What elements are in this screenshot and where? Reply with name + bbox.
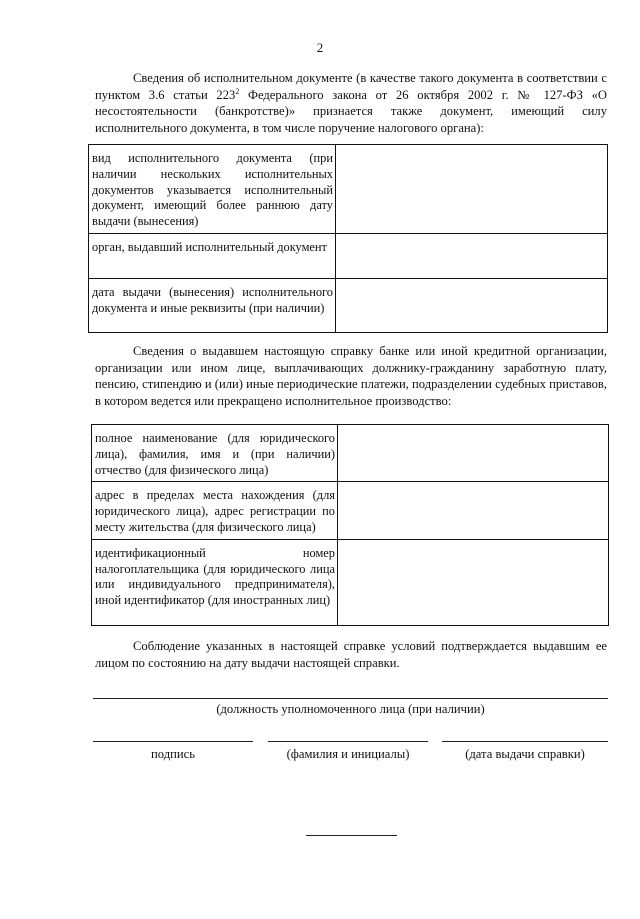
section1-intro-text-a: Сведения об исполнительном документе (в качестве такого документа в соответствии с пунктом 3.6 статьи 223 (95, 71, 607, 102)
name-line[interactable] (268, 741, 428, 742)
page-number: 2 (316, 40, 324, 55)
confirmation-text (95, 638, 607, 671)
issuer-information-table (91, 424, 609, 626)
issue-date-value[interactable] (336, 278, 608, 332)
date-line[interactable] (442, 741, 608, 742)
table-row (89, 278, 608, 332)
table-row (92, 539, 609, 625)
taxpayer-id-value[interactable] (338, 539, 609, 625)
confirmation-text-body: Соблюдение указанных в настоящей справке условий подтверждается выдавшим ее лицом по состоянию на дату выдачи настоящей справки. (95, 639, 607, 670)
issuing-authority-value[interactable] (336, 233, 608, 278)
section2-intro (95, 343, 607, 409)
issuer-name-value[interactable] (338, 425, 609, 482)
signature-caption: подпись (151, 747, 195, 761)
section1-intro (95, 70, 607, 136)
table-row (92, 482, 609, 539)
issue-date-label: дата выдачи (вынесения) исполнительного документа и иные реквизиты (при наличии) (89, 278, 336, 332)
issuer-address-label: адрес в пределах места нахождения (для юридического лица), адрес регистрации по месту жительства (для физического лица) (92, 482, 338, 539)
section1-intro-text-b: Федерального закона от 26 октября 2002 г. № 127-ФЗ «О несостоятельности (банкротстве)» признается также документ, имеющий силу исполнительного документа, в том числе поручение налогового органа): (95, 87, 607, 135)
document-type-value[interactable] (336, 145, 608, 234)
signature-line[interactable] (93, 741, 253, 742)
position-line[interactable] (93, 698, 608, 699)
end-divider (306, 835, 397, 836)
date-caption: (дата выдачи справки) (465, 747, 585, 761)
table-row (92, 425, 609, 482)
issuer-name-label: полное наименование (для юридического лица), фамилия, имя и (при наличии) отчество (для физического лица) (92, 425, 338, 482)
issuing-authority-label: орган, выдавший исполнительный документ (89, 233, 336, 278)
issuer-address-value[interactable] (338, 482, 609, 539)
taxpayer-id-label: идентификационный номер налогоплательщика (для юридического лица или индивидуального предпринимателя), иной идентификатор (для иностранных лиц) (92, 539, 338, 625)
position-caption: (должность уполномоченного лица (при наличии) (216, 702, 485, 716)
executive-document-table (88, 144, 608, 333)
name-caption: (фамилия и инициалы) (286, 747, 410, 761)
table-row (89, 233, 608, 278)
section2-intro-text: Сведения о выдавшем настоящую справку банке или иной кредитной организации, организации или ином лице, выплачивающих должнику-гражданину заработную плату, пенсию, стипендию и (или) иные периодические платежи, подразделении судебных приставов, в котором ведется или прекращено исполнительное производство: (95, 344, 607, 408)
table-row (89, 145, 608, 234)
document-type-label: вид исполнительного документа (при наличии нескольких исполнительных документов указывается исполнительный документ, имеющий более раннюю дату выдачи (вынесения) (89, 145, 336, 234)
section1-intro-superscript: 2 (235, 86, 240, 96)
